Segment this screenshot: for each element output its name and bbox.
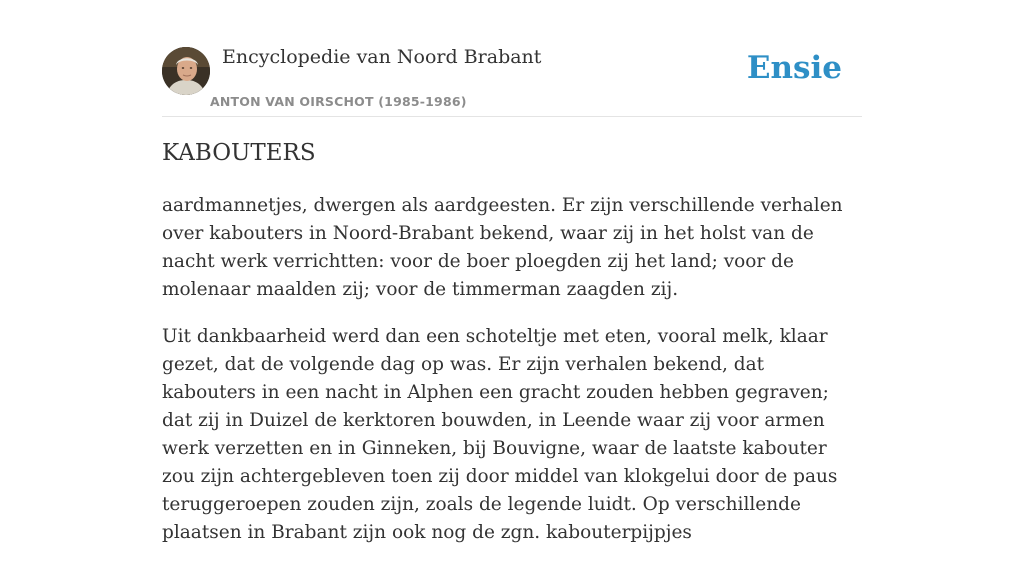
book-title[interactable]: Encyclopedie van Noord Brabant [222, 46, 542, 68]
author-avatar[interactable] [162, 47, 210, 95]
paragraph: Uit dankbaarheid werd dan een schoteltje met eten, vooral melk, klaar gezet, dat de volgende dag op was. Er zijn verhalen bekend, dat kabouters in een nacht in Alphen een gracht zouden hebben gegraven; dat zij in Duizel de kerktoren bouwden, in Leende waar zij voor armen werk verzetten en in Ginneken, bij Bouvigne, waar de laatste kabouter zou zijn achtergebleven toen zij door middel van klokgelui door de paus teruggeroepen zouden zijn, zoals de legende luidt. Op verschillende plaatsen in Brabant zijn ook nog de zgn. kabouterpijpjes [162, 326, 838, 543]
author-name[interactable]: ANTON VAN OIRSCHOT (1985-1986) [210, 94, 467, 109]
page [162, 0, 862, 543]
author-portrait-icon [162, 47, 210, 95]
entry-title: KABOUTERS [162, 140, 316, 166]
paragraph: aardmannetjes, dwergen als aardgeesten. Er zijn verschillende verhalen over kabouters in Noord-Brabant bekend, waar zij in het holst van de nacht werk verrichtten: voor de boer ploegden zij het land; voor de molenaar maalden zij; voor de timmerman zaagden zij. [162, 195, 843, 300]
header [162, 0, 862, 117]
article-body [162, 192, 862, 566]
brand-logo[interactable]: Ensie [746, 50, 842, 86]
